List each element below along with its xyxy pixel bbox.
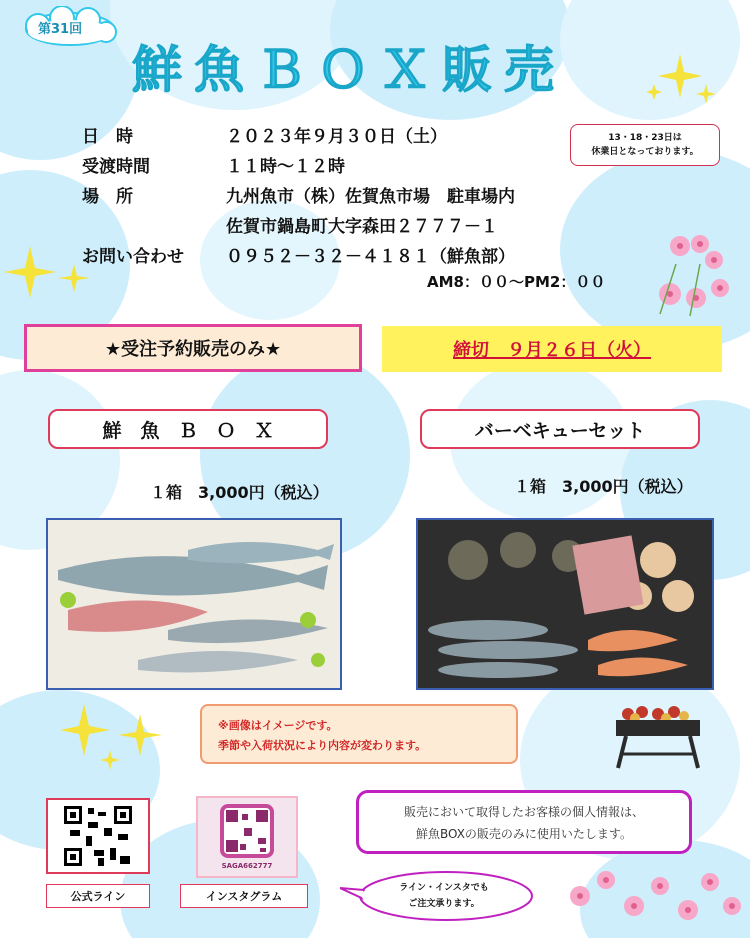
- deadline-badge: [382, 326, 722, 372]
- bbq-grill-icon: [608, 702, 708, 772]
- fish-box-photo: [46, 518, 342, 690]
- contact-label: お問い合わせ: [82, 247, 184, 267]
- time-value: １１時～１２時: [226, 157, 345, 177]
- place-value: 九州魚市（株）佐賀魚市場 駐車場内: [226, 187, 515, 207]
- privacy-line-1: 販売において取得したお客様の個人情報は、: [403, 805, 644, 819]
- reservation-only-badge: ★受注予約販売のみ★: [24, 324, 362, 372]
- disclaimer-line-2: 季節や入荷状況により内容が変わります。: [218, 739, 427, 752]
- page-title: 鮮魚ＢＯＸ販売: [132, 41, 566, 99]
- notice-line-2: 休業日となっております。: [591, 147, 699, 157]
- edition-label: 第31回: [38, 22, 83, 37]
- product-label-fish-box: 鮮 魚 Ｂ Ｏ Ｘ: [48, 409, 328, 449]
- contact-value: ０９５２－３２－４１８１（鮮魚部）: [226, 247, 515, 267]
- order-via-sns: [374, 880, 514, 912]
- disclaimer-line-1: ※画像はイメージです。: [218, 719, 338, 732]
- place-label: 場 所: [82, 187, 133, 207]
- flower-icon: [560, 866, 748, 936]
- image-disclaimer: [200, 704, 518, 764]
- instagram-label: インスタグラム: [180, 884, 308, 908]
- time-label: 受渡時間: [82, 157, 150, 177]
- speech-line-1: ライン・インスタでも: [399, 883, 489, 893]
- instagram-qr-code[interactable]: [196, 796, 298, 878]
- bbq-set-photo: [416, 518, 714, 690]
- instagram-handle: SAGA662777: [221, 862, 273, 870]
- sparkle-icon: [4, 240, 94, 310]
- date-label: 日 時: [82, 127, 133, 147]
- closed-days-notice: [570, 124, 720, 166]
- price-fish-box: １箱 3,000円（税込）: [150, 483, 329, 502]
- privacy-notice: [356, 790, 692, 854]
- address-value: 佐賀市鍋島町大字森田２７７７－１: [226, 217, 498, 237]
- flower-icon: [640, 224, 740, 324]
- deadline-text: 締切 ９月２６日（火）: [453, 340, 651, 361]
- notice-line-1: 13・18・23日は: [608, 133, 682, 143]
- business-hours: AM8：００～PM2：００: [427, 273, 606, 291]
- price-bbq-set: １箱 3,000円（税込）: [514, 477, 693, 496]
- privacy-line-2: 鮮魚BOXの販売のみに使用いたします。: [416, 827, 632, 841]
- line-label: 公式ライン: [46, 884, 150, 908]
- sparkle-icon: [640, 50, 720, 110]
- speech-line-2: ご注文承ります。: [408, 899, 480, 909]
- sparkle-icon: [60, 700, 170, 770]
- line-qr-code[interactable]: [46, 798, 150, 874]
- date-value: ２０２３年９月３０日（土）: [226, 127, 447, 147]
- product-label-bbq-set: バーベキューセット: [420, 409, 700, 449]
